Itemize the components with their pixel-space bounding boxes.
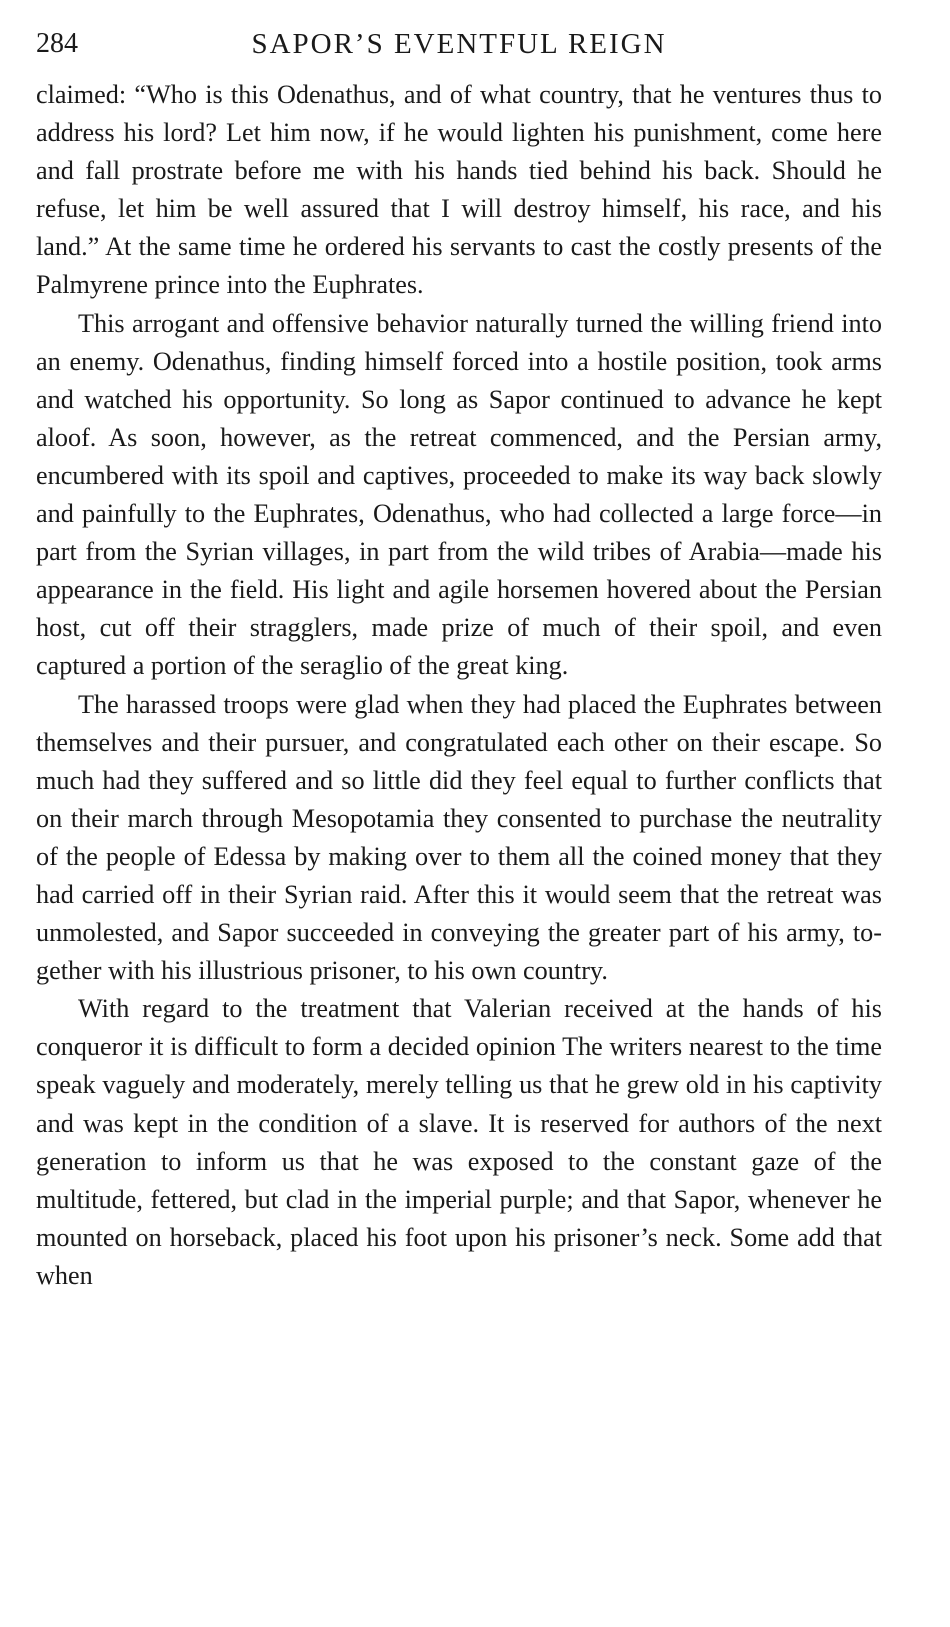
- book-page: [36, 22, 882, 1295]
- body-text: [36, 76, 882, 1295]
- running-title: SAPOR’S EVENTFUL REIGN: [251, 28, 667, 60]
- paragraph-valerian-treatment: With regard to the treatment that Valerian received at the hands of his conqueror it is difficult to form a decided opinion The writers nearest to the time speak vaguely and moderately, merely telling us that he grew old in his captivity and was kept in the condition of a slave. It is reserved for authors of the next generation to inform us that he was exposed to the constant gaze of the multitude, fettered, but clad in the imperial purple; and that Sapor, whenever he mounted on horseback, placed his foot upon his prisoner’s neck. Some add that when: [36, 994, 882, 1290]
- page-number: 284: [36, 28, 78, 59]
- paragraph-odenathus-enemy: This arrogant and offensive behavior naturally turned the willing friend into an enemy. Odenathus, finding himself forced into a hostile position, took arms and watched his opportunity. So long as Sapor continued to advance he kept aloof. As soon, however, as the retreat commenced, and the Persian army, encumbered with its spoil and captives, proceeded to make its way back slowly and painfully to the Euphrates, Odenathus, who had collected a large force—in part from the Syrian villages, in part from the wild tribes of Arabia—made his appearance in the field. His light and agile horsemen hovered about the Persian host, cut off their stragglers, made prize of much of their spoil, and even captured a portion of the seraglio of the great king.: [36, 308, 882, 681]
- paragraph-retreat: The harassed troops were glad when they had placed the Euphrates between themselves and their pursuer, and congratulated each other on their escape. So much had they suffered and so little did they feel equal to further conflicts that on their march through Mesopotamia they consented to purchase the neutrality of the people of Edessa by making over to them all the coined money that they had carried off in their Syrian raid. After this it would seem that the retreat was unmolested, and Sapor succeeded in conveying the greater part of his army, together with his illustrious prisoner, to his own country.: [36, 689, 882, 986]
- running-head: [36, 22, 882, 66]
- paragraph-continued: claimed: “Who is this Odenathus, and of what country, that he ventures thus to address his lord? Let him now, if he would lighten his punishment, come here and fall prostrate before me with his hands tied behind his back. Should he refuse, let him be well assured that I will destroy himself, his race, and his land.” At the same time he ordered his servants to cast the costly presents of the Palmyrene prince into the Euphrates.: [36, 80, 882, 300]
